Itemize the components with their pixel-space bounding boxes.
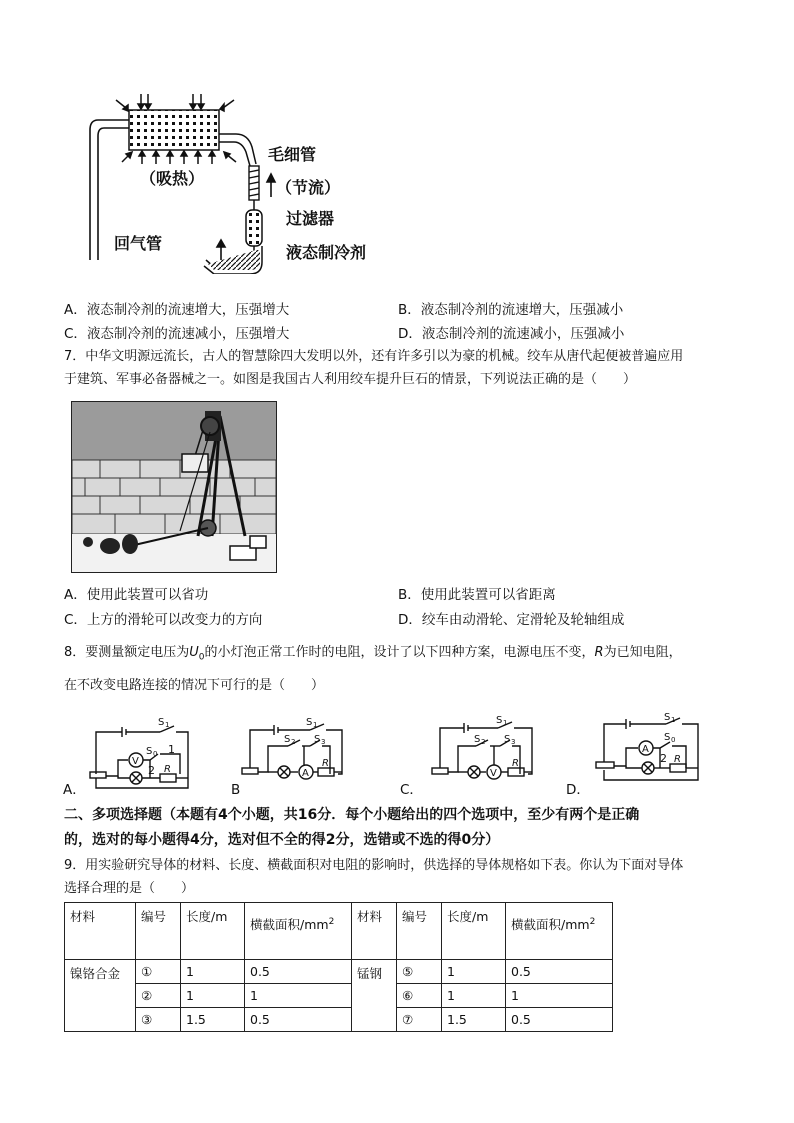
- label-capillary: 毛细管: [268, 145, 317, 164]
- svg-text:S: S: [284, 734, 291, 745]
- svg-text:S: S: [504, 734, 511, 745]
- svg-text:2: 2: [481, 738, 486, 746]
- header-material: 材料: [65, 903, 136, 960]
- cell-length: 1.5: [181, 1008, 245, 1032]
- q7-option-d: D．绞车由动滑轮、定滑轮及轮轴组成: [398, 612, 625, 628]
- q6-option-a: A．液态制冷剂的流速增大，压强增大: [64, 302, 290, 318]
- table-row: [65, 984, 613, 1008]
- svg-text:S: S: [306, 717, 313, 728]
- q6-option-d: D．液态制冷剂的流速减小，压强减小: [398, 326, 625, 342]
- svg-text:1: 1: [313, 721, 318, 729]
- cell-length: 1: [181, 984, 245, 1008]
- header-number: 编号: [136, 903, 181, 960]
- svg-text:S: S: [496, 715, 503, 726]
- cell-area: 1: [506, 984, 613, 1008]
- svg-text:R: R: [322, 758, 329, 769]
- svg-text:V: V: [490, 768, 497, 779]
- svg-text:S: S: [146, 746, 153, 757]
- label-return-pipe: 回气管: [114, 234, 163, 253]
- label-liquid-refrigerant: 液态制冷剂: [286, 243, 367, 262]
- svg-text:2: 2: [291, 738, 296, 746]
- header-area: 横截面积$/mm^2$: [245, 903, 352, 960]
- q7-option-c: C．上方的滑轮可以改变力的方向: [64, 612, 263, 628]
- header-area-2: 横截面积$/mm^2$: [506, 903, 613, 960]
- cell-id: ⑥: [397, 984, 442, 1008]
- label-throttle: （节流）: [276, 178, 341, 197]
- svg-text:1: 1: [671, 716, 676, 724]
- circuit-a: [88, 716, 198, 794]
- q9-line-2: 选择合理的是（ ）: [64, 881, 195, 896]
- circuit-d: [592, 712, 706, 794]
- q6-option-c: C．液态制冷剂的流速减小，压强增大: [64, 326, 290, 342]
- section-2-line-1: 二、多项选择题（本题有4个小题，共16分．每个小题给出的四个选项中，至少有两个是正确: [64, 807, 640, 823]
- svg-text:0: 0: [153, 750, 158, 758]
- svg-text:3: 3: [321, 738, 326, 746]
- cell-length: 1: [442, 960, 506, 984]
- svg-text:V: V: [132, 756, 139, 767]
- q7-line-1: 7．中华文明源远流长，古人的智慧除四大发明以外，还有许多引以为豪的机械。绞车从唐代起便被普遍应用: [64, 349, 684, 364]
- winch-illustration: [70, 396, 280, 576]
- table-row: [65, 1008, 613, 1032]
- table-row: [65, 960, 613, 984]
- cell-id: ①: [136, 960, 181, 984]
- conductor-spec-table: [64, 902, 613, 1032]
- circuit-c: [428, 712, 540, 794]
- q9-line-1: 9．用实验研究导体的材料、长度、横截面积对电阻的影响时，供选择的导体规格如下表。你认为下面对导体: [64, 858, 684, 873]
- q8-line-1: 8．要测量额定电压为$U_0$的小灯泡正常工作时的电阻，设计了以下四种方案，电源电压不变，R为已知电阻，: [64, 645, 682, 663]
- section-2-line-2: 的，选对的每小题得4分，选对但不全的得2分，选错或不选的得0分）: [64, 832, 500, 848]
- svg-text:0: 0: [671, 736, 676, 744]
- svg-text:R: R: [164, 764, 171, 775]
- svg-text:R: R: [512, 758, 519, 769]
- header-length-2: 长度/m: [442, 903, 506, 960]
- svg-text:S: S: [314, 734, 321, 745]
- cell-id: ⑤: [397, 960, 442, 984]
- svg-text:1: 1: [168, 743, 175, 756]
- svg-text:A: A: [302, 768, 309, 779]
- cell-length: 1: [181, 960, 245, 984]
- circuit-a-label: A．: [63, 782, 86, 798]
- cell-area: 0.5: [245, 960, 352, 984]
- svg-text:A: A: [642, 744, 649, 755]
- cell-id: ②: [136, 984, 181, 1008]
- cell-area: 0.5: [506, 1008, 613, 1032]
- svg-text:2: 2: [660, 752, 667, 765]
- q7-option-b: B．使用此装置可以省距离: [398, 587, 556, 603]
- header-length: 长度/m: [181, 903, 245, 960]
- header-number-2: 编号: [397, 903, 442, 960]
- q7-line-2: 于建筑、军事必备器械之一。如图是我国古人利用绞车提升巨石的情景，下列说法正确的是（ ）: [64, 372, 637, 387]
- circuit-d-label: D．: [566, 782, 590, 798]
- label-filter: 过滤器: [286, 209, 335, 228]
- svg-text:1: 1: [165, 721, 170, 729]
- q8-line-2: 在不改变电路连接的情况下可行的是（ ）: [64, 678, 325, 693]
- circuit-b: [238, 716, 350, 794]
- svg-text:S: S: [158, 717, 165, 728]
- cell-area: 0.5: [245, 1008, 352, 1032]
- material-nichrome: 镍铬合金: [65, 960, 136, 1032]
- material-manganese-steel: 锰钢: [352, 960, 397, 1032]
- cell-length: 1.5: [442, 1008, 506, 1032]
- svg-text:S: S: [474, 734, 481, 745]
- svg-text:S: S: [664, 732, 671, 743]
- header-material-2: 材料: [352, 903, 397, 960]
- cell-id: ⑦: [397, 1008, 442, 1032]
- cell-area: 0.5: [506, 960, 613, 984]
- table-header-row: [65, 903, 613, 960]
- svg-text:2: 2: [148, 764, 155, 777]
- svg-text:3: 3: [511, 738, 516, 746]
- q6-option-b: B．液态制冷剂的流速增大，压强减小: [398, 302, 624, 318]
- svg-text:R: R: [674, 754, 681, 765]
- cell-id: ③: [136, 1008, 181, 1032]
- svg-text:S: S: [664, 712, 671, 723]
- circuit-b-label: B: [231, 782, 241, 798]
- q7-option-a: A．使用此装置可以省功: [64, 587, 209, 603]
- cell-length: 1: [442, 984, 506, 1008]
- cell-area: 1: [245, 984, 352, 1008]
- label-absorb-heat: （吸热）: [140, 169, 205, 188]
- circuit-c-label: C．: [400, 782, 423, 798]
- svg-text:1: 1: [503, 719, 508, 727]
